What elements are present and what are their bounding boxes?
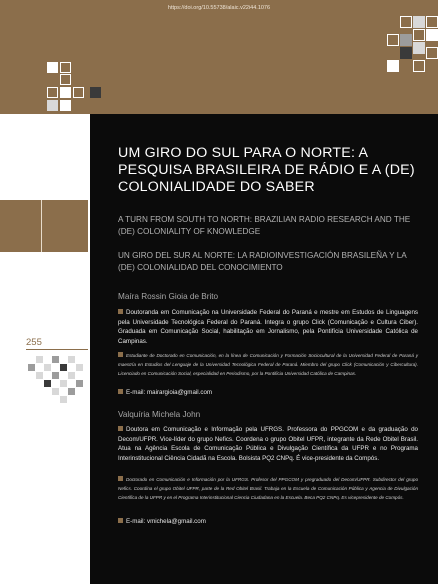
author-2-bio-es: Doctorado en Comunicación e Información por la UFRGS. Profesor del PPGCOM y pregraduado del Decom/UFPR. Subdirector del grupo Nefics. Coordina el grupo Obitel UFPR, parte de la Red Obitel Brasil. Trabaja en la Escuela de Comunicación Pública y Agencia de Divulgación Científica de la UFPR y en el Programa Interinstitucional Ciencia Ciudadana en la Escuela. Beca PQ2 CNPq. Es vicepresidente de Compós.	[118, 477, 418, 500]
left-brown-block	[0, 200, 88, 252]
author-1-name: Maíra Rossin Gioia de Brito	[118, 292, 219, 301]
bullet-icon	[118, 426, 123, 431]
author-2-email[interactable]: E-mail: vmichela@gmail.com	[118, 518, 206, 525]
bullet-icon	[118, 352, 123, 357]
page-number-rule	[26, 349, 88, 350]
author-1-bio-es: Estudiante de Doctorado en Comunicación, en la línea de Comunicación y Formación Sociocultural de la Universidad Federal de Paraná y maestría en Estudios del Lenguaje de la Universidad Tecnológica Federal de Paraná. Miembro del grupo Click (Comunicación y Cibercultura). Licenciado en Comunicación Social, especialidad en Periodismo, por la Pontificia Universidad Católica de Campinas.	[118, 353, 418, 376]
author-1-bio-pt: Doutoranda em Comunicação na Universidade Federal do Paraná e mestre em Estudos de Linguagens pela Universidade Tecnológica Federal do Paraná. Integra o grupo Click (Comunicação e Cultura Ciber). Graduada em Comunicação Social, habilitação em Jornalismo, pela Pontifícia Universidade Católica de Campinas.	[118, 309, 418, 345]
left-block-divider	[41, 200, 42, 252]
article-title: UM GIRO DO SUL PARA O NORTE: A PESQUISA BRASILEIRA DE RÁDIO E A (DE) COLONIALIDADE DO SABER	[118, 145, 415, 195]
bullet-icon	[118, 518, 123, 523]
author-1-email[interactable]: E-mail: mairargioia@gmail.com	[118, 389, 212, 396]
doi-link[interactable]: https://doi.org/10.55738/alaic.v22i44.1076	[167, 5, 271, 11]
article-title-english: A TURN FROM SOUTH TO NORTH: BRAZILIAN RADIO RESEARCH AND THE (DE) COLONIALITY OF KNOWLEDGE	[118, 215, 411, 236]
bullet-icon	[118, 309, 123, 314]
bullet-icon	[118, 389, 123, 394]
bullet-icon	[118, 476, 123, 481]
author-2-bio-pt: Doutora em Comunicação e Informação pela UFRGS. Professora do PPGCOM e da graduação do Decom/UFPR. Vice-líder do grupo Nefics. Coordena o grupo Obitel UFPR, integrante da Rede Obitel Brasil. Atua na Agência Escola de Comunicação Pública e Divulgação Científica da UFPR e no Programa Interinstitucional Ciência Cidadã na Escola. Bolsista PQ2 CNPq. É vice-presidente da Compós.	[118, 426, 418, 462]
author-2-name: Valquíria Michela John	[118, 410, 201, 419]
page-number: 255	[26, 337, 42, 348]
article-title-spanish: UN GIRO DEL SUR AL NORTE: LA RADIOINVESTIGACIÓN BRASILEÑA Y LA (DE) COLONIALIDAD DEL CONOCIMIENTO	[118, 251, 407, 272]
